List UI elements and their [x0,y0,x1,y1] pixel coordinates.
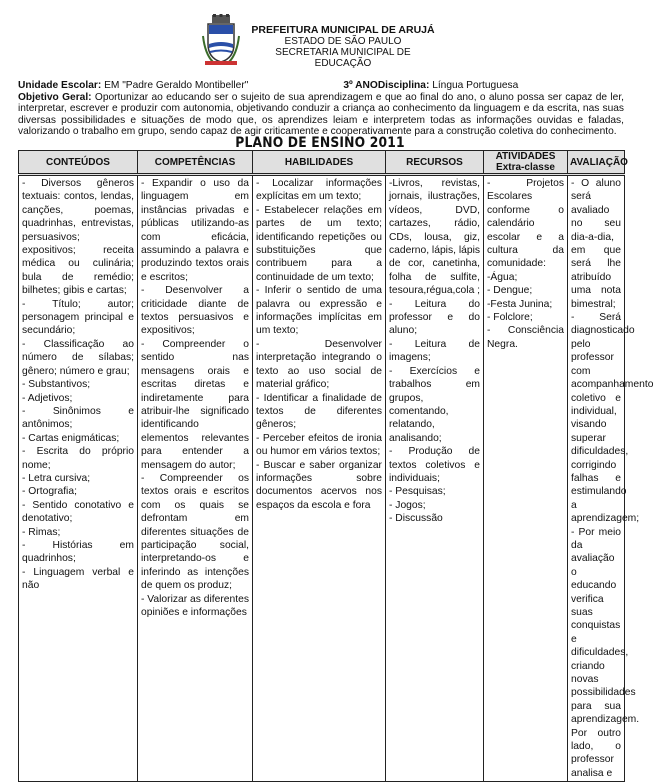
cell-item: - Consciência Negra. [487,325,564,350]
atividades-cell [484,175,568,782]
table-row [19,175,625,782]
plan-info [18,80,624,138]
teaching-plan-table [18,150,653,782]
cell-item: -Água; [487,271,518,283]
cell-item: - Linguagem verbal e não [22,566,134,592]
cell-item: - Por meio da avaliação o educando verifica suas conquistas e dificuldades, criando novas possibilidades para sua aprendizagem. Por outro lado, o professor analisa e [571,526,640,779]
cell-item: - Localizar informações explícitas em um texto; [256,178,382,203]
objetivo-value: Oportunizar ao educando ser o sujeito de sua aprendizagem e que ao final do ano, o aluno possa ser capaz de ler, interpretar, escrever e produzir com autonomia, objetivando conduzir a criança ao conhecimento da linguagem e da escrita, nas suas diversas possibilidades e situações de modo que, os aprendizes leiam e interpretem todas as informações ouvidas e faladas, valorizando o trabalho em grupo, sendo capaz de agir criticamente e cooperativamente para a construção coletiva do conhecimento. [18,91,624,138]
cell-item: - Pesquisas; [389,486,446,498]
atividades-label: ATIVIDADES [495,151,556,162]
cell-item: - Adjetivos; [22,392,73,404]
avaliacao-cell [568,175,653,782]
cell-item: - Discussão [389,513,443,525]
habilidades-cell [253,175,386,782]
cell-item: - Exercícios e trabalhos em grupos, comentando, relatando, analisando; [389,365,480,444]
cell-item: - Estabelecer relações em partes de um texto; identificando repetições ou substituições que contribuem para a continuidade de um texto; [256,204,382,283]
col-header-recursos: RECURSOS [386,151,484,175]
cell-item: - Cartas enigmáticas; [22,432,120,444]
cell-item: - Será diagnosticado pelo professor com acompanhamento coletivo e individual, visando superar dificuldades, corrigindo falhas e estimulando a aprendizagem; [571,312,653,525]
cell-item: - Histórias em quadrinhos; [22,539,134,565]
cell-item: - Letra cursiva; [22,472,91,484]
disciplina-label: Disciplina: [377,80,430,91]
cell-item: - Leitura do professor e do aluno; [389,298,480,337]
cell-item: - Rimas; [22,526,61,538]
objetivo-label: Objetivo Geral: [18,91,92,103]
cell-item: -Livros, revistas, jornais, ilustrações, vídeos, DVD, cartazes, rádio, CDs, lousa, giz, caderno, lápis, lápis de cor, canetinha, folha de sulfite, tesoura,régua,cola ; [389,178,481,297]
unidade-value: EM "Padre Geraldo Montibeller" [104,80,249,91]
prefeitura-name: PREFEITURA MUNICIPAL DE ARUJÁ [251,24,435,36]
conteudos-cell [19,175,138,782]
cell-item: - Sentido conotativo e denotativo; [22,499,134,525]
letterhead [248,25,438,69]
table-header-row [19,151,625,175]
cell-item: - Título; autor; personagem principal e secundário; [22,298,134,337]
cell-item: - Desenvolver a criticidade diante de textos persuasivos e expositivos; [141,285,249,337]
disciplina-value: Língua Portuguesa [432,80,519,91]
cell-item: - Dengue; [487,285,533,297]
cell-item: - Substantivos; [22,379,91,391]
cell-item: - Projetos Escolares conforme o calendário escolar e a cultura da comunidade: [487,178,564,270]
cell-item: - Diversos gêneros textuais: contos, lendas, canções, poemas, quadrinhas, entrevistas, persuasivos; expositivos; receita médica ou culinária; bula de remédio; bilhetes; gibis e cartas; [22,178,134,297]
col-header-habilidades: HABILIDADES [253,151,386,175]
cell-item: - Identificar a finalidade de textos de diferentes gêneros; [256,392,382,431]
municipal-crest-logo [203,14,239,66]
cell-item: - Perceber efeitos de ironia ou humor em vários textos; [256,432,382,458]
ano-label: 3º ANO [343,80,378,91]
cell-item: - Compreender o sentido nas mensagens orais e escritas diretas e indiretamente para atribuir-lhe significado identificando elementos relevantes para entender a mensagem do autor; [141,338,249,471]
cell-item: - Folclore; [487,312,533,324]
plan-title: PLANO DE ENSINO 2011 [235,135,405,151]
cell-item: - Produção de textos coletivos e individuais; [389,446,480,484]
recursos-cell [386,175,484,782]
cell-item: - Buscar e saber organizar informações sobre documentos acervos nos espaços da escola e fora [256,459,382,511]
cell-item: - Desenvolver interpretação integrando o texto ao uso social de material gráfico; [256,338,382,391]
cell-item: - Classificação ao número de sílabas; gênero; número e grau; [22,338,134,377]
cell-item: - Compreender os textos orais e escritos com os quais se defrontam em diferentes situações de participação social, interpretando-os e inferindo as intenções de quem os produz; [141,472,249,592]
col-header-atividades [484,151,568,175]
cell-item: - O aluno será avaliado no seu dia-a-dia, em que será lhe atribuído uma nota bimestral; [571,178,621,310]
cell-item: - Leitura de imagens; [389,338,480,364]
cell-item: - Ortografia; [22,486,77,498]
competencias-cell [138,175,253,782]
cell-item: - Sinônimos e antônimos; [22,405,134,431]
cell-item: - Inferir o sentido de uma palavra ou expressão e informações implícitas em um texto; [256,285,382,337]
state-name: ESTADO DE SÃO PAULO [284,36,402,47]
secretaria-name: SECRETARIA MUNICIPAL DE EDUCAÇÃO [275,47,411,69]
cell-item: - Jogos; [389,499,426,511]
col-header-avaliacao: AVALIAÇÃO [568,151,625,175]
col-header-conteudos: CONTEÚDOS [19,151,138,175]
cell-item: - Expandir o uso da linguagem em instâncias privadas e públicas utilizando-as com eficácia, assumindo a palavra e produzindo textos orais e escritos; [141,178,249,283]
cell-item: - Escrita do próprio nome; [22,446,134,471]
col-header-competencias: COMPETÊNCIAS [138,151,253,175]
extra-classe-label: Extra-classe [496,162,555,173]
unidade-label: Unidade Escolar: [18,80,102,91]
cell-item: -Festa Junina; [487,298,553,310]
cell-item: - Valorizar as diferentes opiniões e informações [141,593,249,618]
